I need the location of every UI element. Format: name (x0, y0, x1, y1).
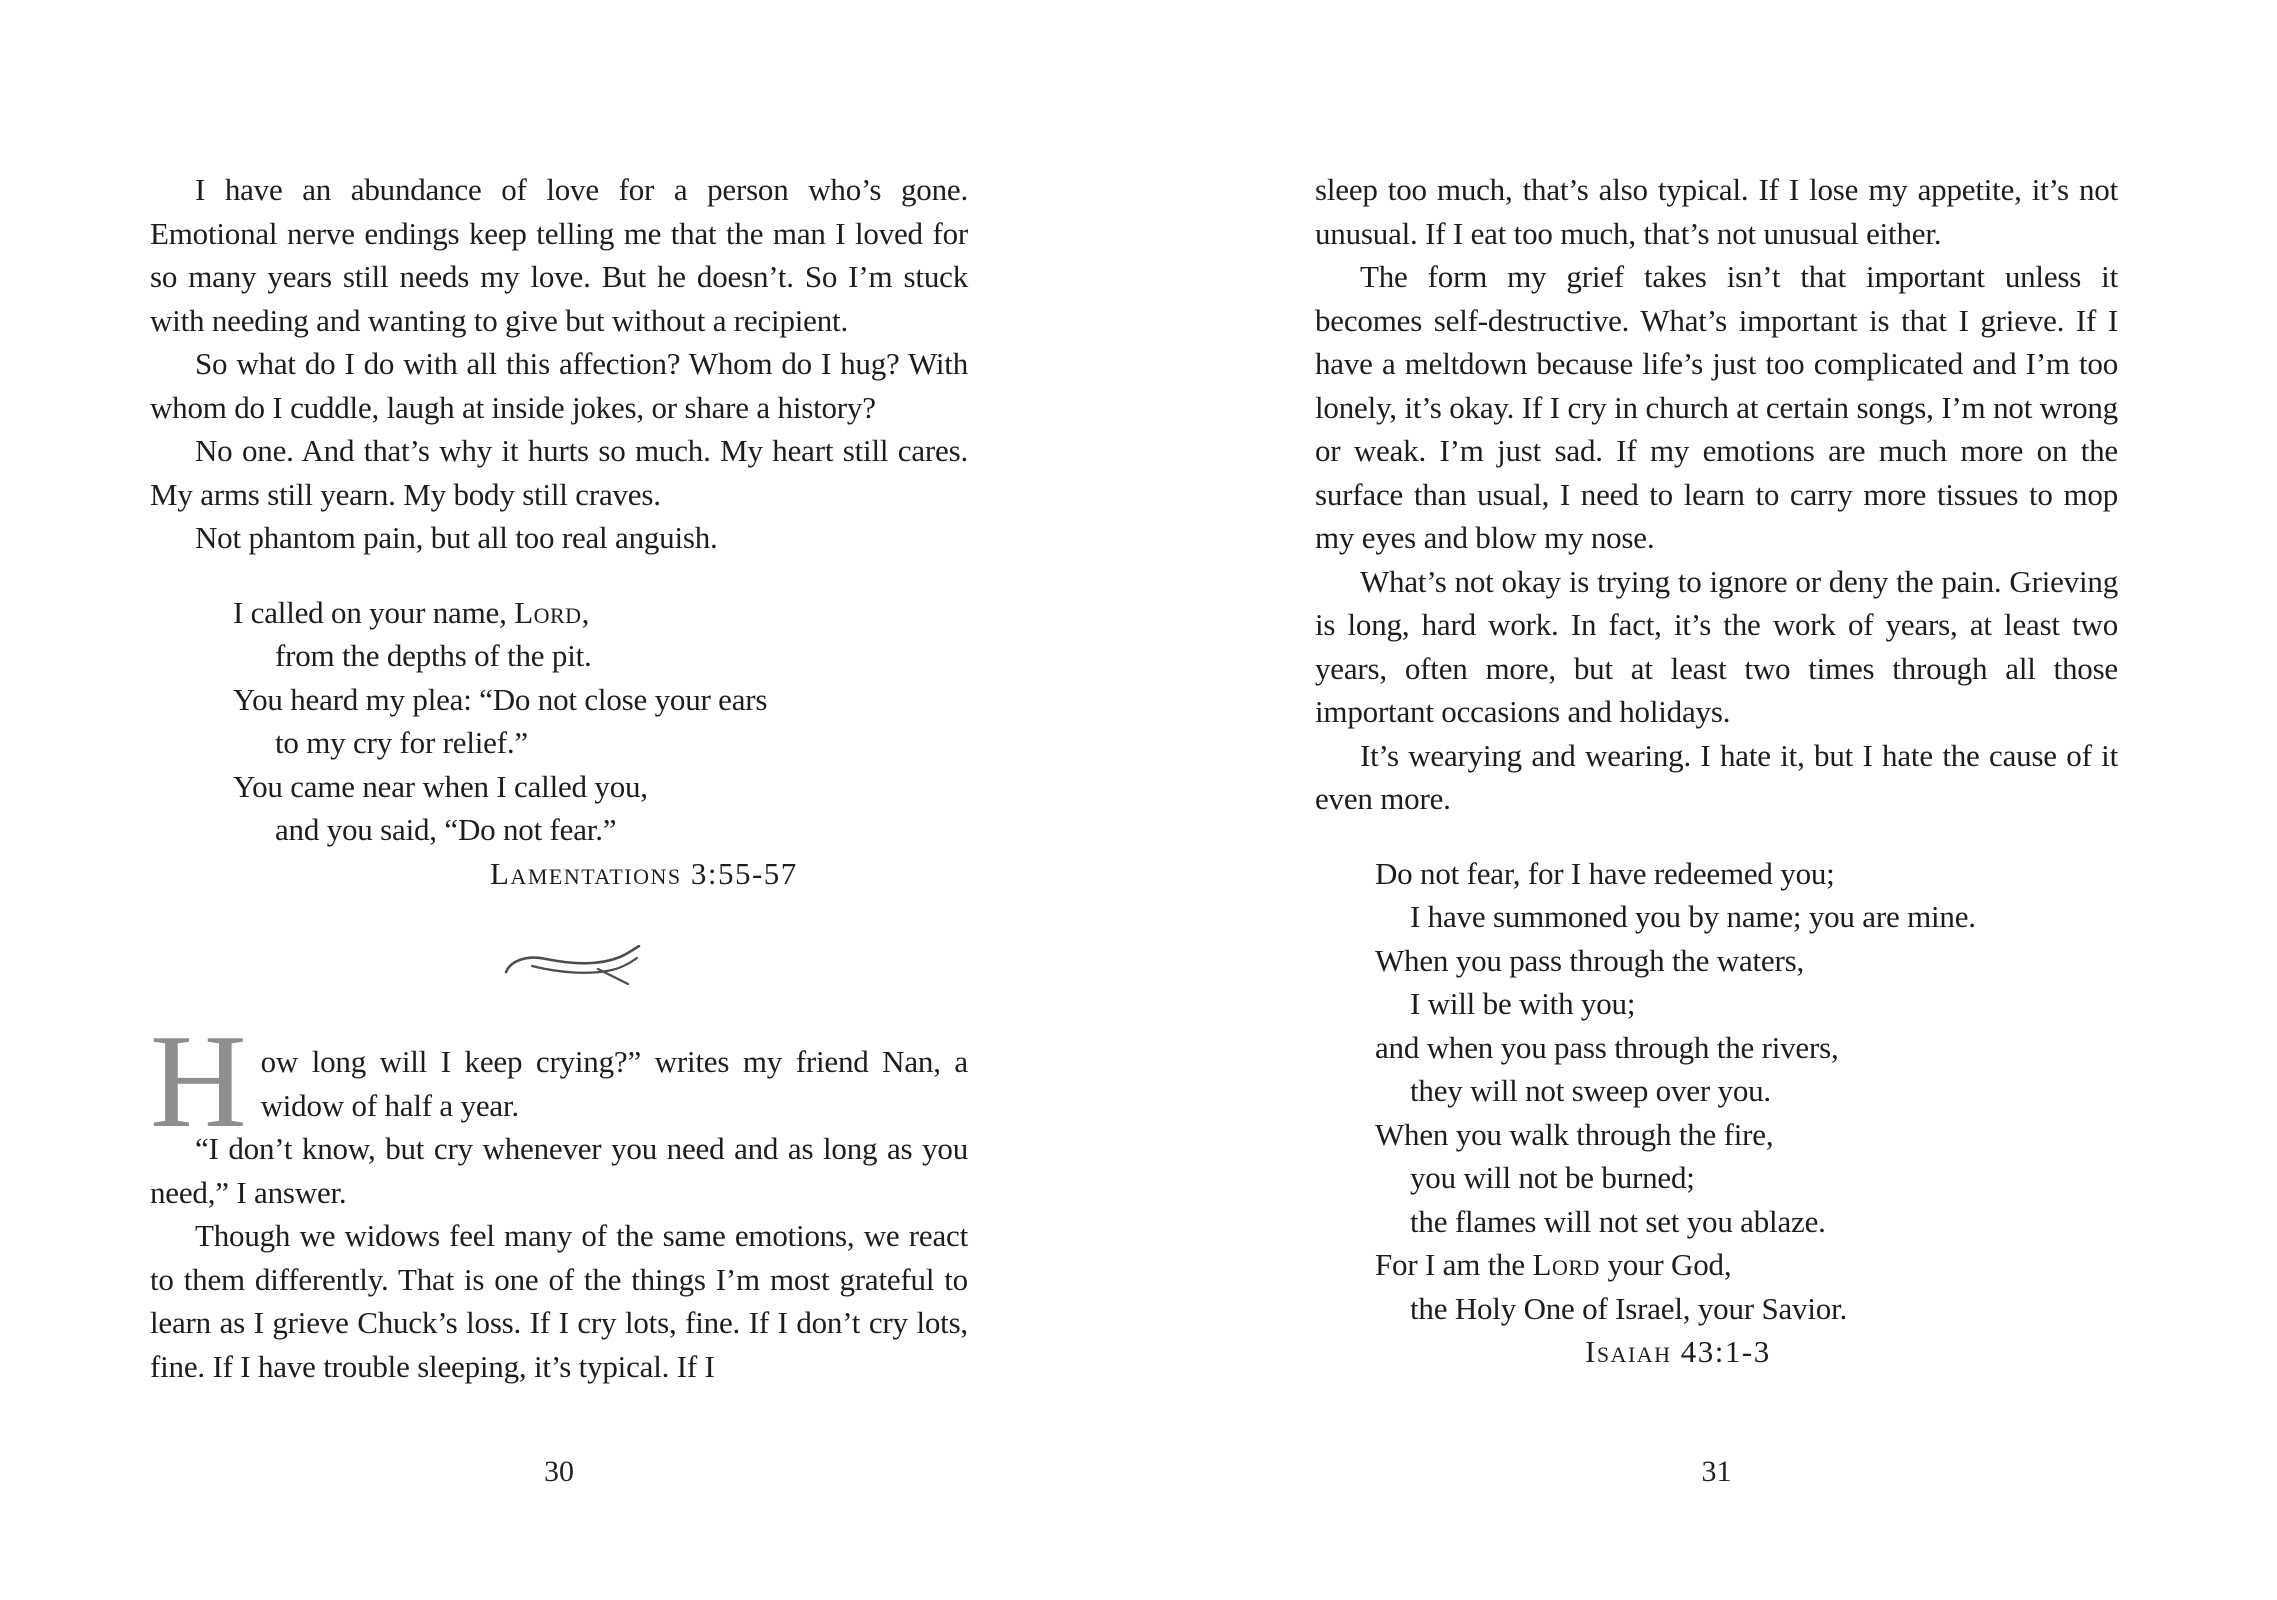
paragraph: What’s not okay is trying to ignore or deny the pain. Grieving is long, hard work. In fact, it’s the work of years, at least two years, often more, but at least two times through all those important occasions and holidays. (1315, 563, 2118, 729)
paragraph: It’s wearying and wearing. I hate it, but I hate the cause of it even more. (1315, 737, 2118, 816)
small-caps-lord: Lord (1532, 1247, 1600, 1282)
verse-line: You came near when I called you, (233, 768, 648, 804)
verse-line: they will not sweep over you. (1410, 1073, 1771, 1108)
verse-line: Do not fear, for I have redeemed you; (1375, 855, 1835, 891)
verse-line: When you walk through the fire, (1375, 1116, 1774, 1152)
drop-cap: H (150, 1007, 247, 1155)
verse-line: and you said, “Do not fear.” (275, 812, 617, 847)
paragraph: I have an abundance of love for a person who’s gone. Emotional nerve endings keep telling me that the man I loved for so many years still needs my love. But he doesn’t. So I’m stuck with needing and wanting to give but without a recipient. (150, 172, 968, 338)
verse-line: the flames will not set you ablaze. (1410, 1203, 1826, 1239)
verse-line: you will not be burned; (1410, 1160, 1695, 1195)
paragraph: So what do I do with all this affection? Whom do I hug? With whom do I cuddle, laugh at inside jokes, or share a history? (150, 346, 968, 425)
verse-line: You heard my plea: “Do not close your ears (233, 681, 768, 717)
verse-line: I have summoned you by name; you are mine. (1410, 899, 1976, 934)
scripture-quote-lamentations (150, 591, 968, 896)
verse-citation: Isaiah 43:1-3 (1585, 1334, 1771, 1369)
verse-line: and when you pass through the rivers, (1375, 1029, 1839, 1065)
paragraph: The form my grief takes isn’t that important unless it becomes self-destructive. What’s important is that I grieve. If I have a meltdown because life’s just too complicated and I’m too lonely, it’s okay. If I cry in church at certain songs, I’m not wrong or weak. I’m just sad. If my emotions are much more on the surface than usual, I need to learn to carry more tissues to mop my eyes and blow my nose. (1315, 259, 2118, 555)
paragraph: How long will I keep crying?” writes my friend Nan, a widow of half a year. (150, 1007, 968, 1155)
right-text-column (1315, 168, 2118, 1374)
verse-citation: Lamentations 3:55-57 (490, 855, 798, 891)
verse-line: For I am the Lord your God, (1375, 1247, 1732, 1282)
paragraph: Though we widows feel many of the same emotions, we react to them differently. That is one of the things I’m most grateful to learn as I grieve Chuck’s loss. If I cry lots, fine. If I don’t cry lots, fine. If I have trouble sleeping, it’s typical. If I (150, 1218, 968, 1384)
body-paragraphs (1315, 168, 2118, 821)
paragraph: “I don’t know, but cry whenever you need and as long as you need,” I answer. (150, 1131, 968, 1210)
verse-line: When you pass through the waters, (1375, 942, 1805, 978)
small-caps-lord: Lord (514, 594, 582, 630)
paragraph: sleep too much, that’s also typical. If I lose my appetite, it’s not unusual. If I eat too much, that’s not unusual either. (1315, 172, 2118, 251)
left-text-column (150, 168, 968, 1388)
scripture-quote-isaiah (1315, 852, 2118, 1374)
verse-line: from the depths of the pit. (275, 638, 592, 673)
verse-line: I called on your name, Lord, (233, 594, 590, 630)
verse-line: I will be with you; (1410, 986, 1636, 1021)
verse-line: the Holy One of Israel, your Savior. (1410, 1290, 1848, 1326)
section-divider-flourish-icon (502, 945, 642, 985)
section-paragraphs (150, 1007, 968, 1388)
verse-line: to my cry for relief.” (275, 725, 528, 760)
page-number: 30 (544, 1455, 574, 1488)
opening-paragraphs (150, 168, 968, 560)
page-number: 31 (1701, 1455, 1732, 1488)
paragraph: Not phantom pain, but all too real anguish. (195, 520, 718, 555)
paragraph: No one. And that’s why it hurts so much. My heart still cares. My arms still yearn. My body still craves. (150, 433, 968, 512)
